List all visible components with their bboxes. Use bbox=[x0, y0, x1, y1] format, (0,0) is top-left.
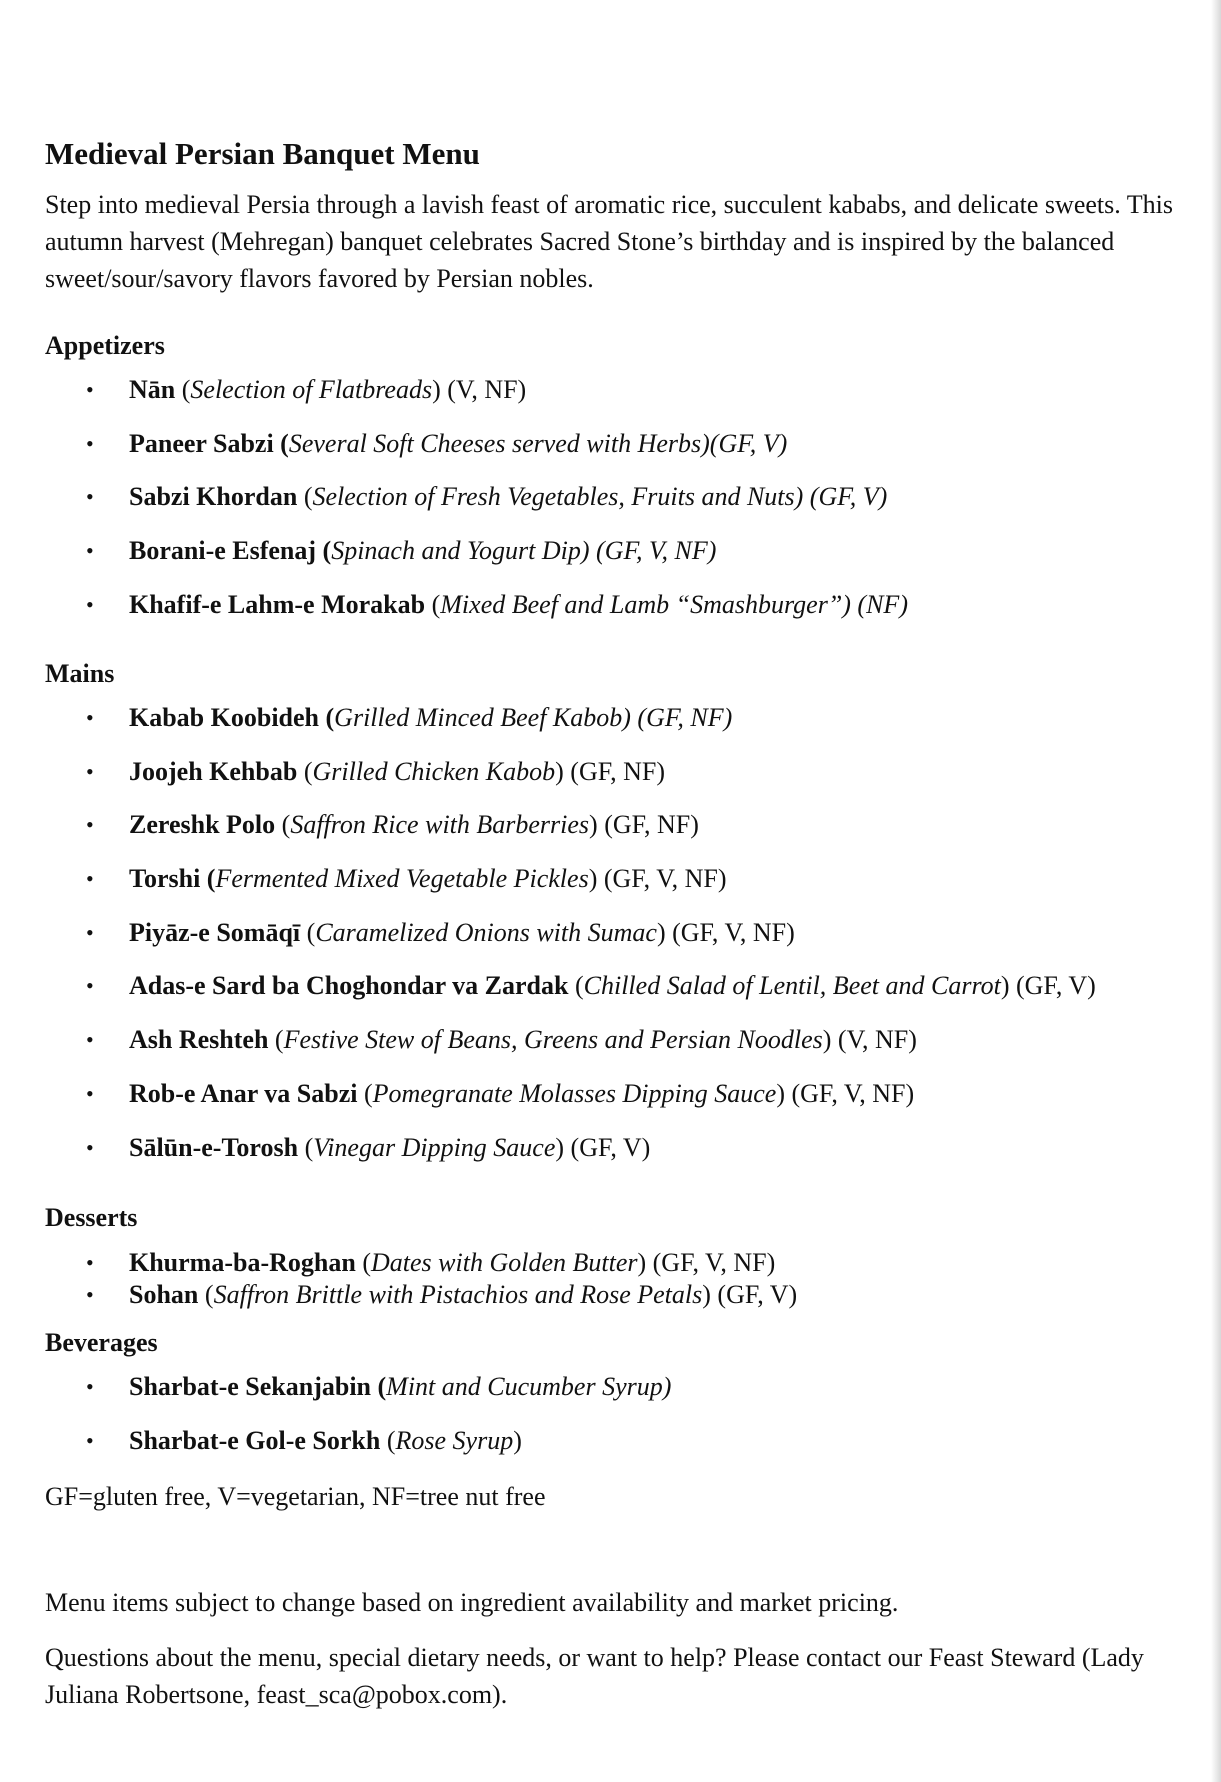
menu-item-name: Joojeh Kehbab bbox=[129, 756, 298, 786]
menu-item-dietary-tags: ) (GF, V, NF) bbox=[656, 917, 795, 947]
bullet-icon: • bbox=[86, 1250, 94, 1275]
menu-item-open-paren: ( bbox=[425, 589, 441, 619]
menu-item-dietary-tags: ) (V, NF) bbox=[822, 1025, 917, 1055]
menu-item-name: Piyāz-e Somāqī bbox=[129, 917, 301, 947]
menu-item-dietary-tags: ) (V, NF) bbox=[432, 375, 527, 404]
bullet-icon: • bbox=[86, 758, 94, 784]
menu-item-open-paren: ( bbox=[380, 1425, 396, 1455]
menu-item bbox=[45, 1279, 1215, 1311]
menu-item bbox=[45, 1425, 1215, 1457]
menu-item-name: Khafif-e Lahm-e Morakab bbox=[129, 589, 426, 619]
menu-item-description: Dates with Golden Butter bbox=[371, 1248, 638, 1277]
menu-item bbox=[45, 1078, 1215, 1110]
menu-item-open-paren: ( bbox=[568, 971, 584, 1001]
availability-disclaimer: Menu items subject to change based on ingredient availability and market pricing. bbox=[45, 1588, 899, 1617]
section-heading-mains: Mains bbox=[45, 659, 115, 688]
menu-item-description: Chilled Salad of Lentil, Beet and Carrot bbox=[583, 971, 1001, 1001]
menu-item-open-paren: ( bbox=[275, 810, 291, 840]
menu-item-description: Mixed Beef and Lamb “Smashburger”) (NF) bbox=[440, 589, 908, 619]
menu-item-description: Grilled Minced Beef Kabob) (GF, NF) bbox=[334, 703, 733, 732]
menu-item-dietary-tags: ) (GF, V) bbox=[555, 1132, 651, 1162]
bullet-icon: • bbox=[86, 1134, 94, 1160]
bullet-icon: • bbox=[86, 377, 94, 402]
menu-item bbox=[45, 1371, 1215, 1403]
menu-item-description: Grilled Chicken Kabob bbox=[312, 756, 556, 786]
bullet-icon: • bbox=[86, 1374, 94, 1399]
menu-item-description: Caramelized Onions with Sumac bbox=[315, 917, 657, 947]
menu-item-name: Khurma-ba-Roghan bbox=[129, 1248, 356, 1277]
bullet-icon: • bbox=[86, 484, 94, 510]
menu-item-name: Ash Reshteh bbox=[129, 1025, 269, 1055]
menu-item-description: Saffron Rice with Barberries bbox=[290, 810, 590, 840]
section-heading-beverages: Beverages bbox=[45, 1328, 158, 1357]
menu-item-name: Sabzi Khordan bbox=[129, 482, 298, 512]
menu-item bbox=[45, 756, 1215, 788]
menu-item-dietary-tags: ) (GF, V) bbox=[1000, 971, 1096, 1001]
menu-item bbox=[45, 809, 1215, 841]
menu-title: Medieval Persian Banquet Menu bbox=[45, 136, 480, 171]
menu-item-dietary-tags: ) (GF, V) bbox=[702, 1280, 798, 1309]
menu-item-dietary-tags: ) (GF, V, NF) bbox=[776, 1078, 915, 1108]
menu-item-open-paren: ( bbox=[298, 1132, 314, 1162]
menu-item bbox=[45, 374, 1215, 406]
mains-list bbox=[45, 702, 1215, 1185]
bullet-icon: • bbox=[86, 973, 94, 999]
menu-item-description: Vinegar Dipping Sauce bbox=[313, 1132, 556, 1162]
menu-item bbox=[45, 481, 1215, 513]
menu-item-name: Rob-e Anar va Sabzi bbox=[129, 1078, 358, 1108]
menu-item-name: Paneer Sabzi ( bbox=[129, 428, 289, 458]
menu-item-description: Festive Stew of Beans, Greens and Persian Noodles bbox=[283, 1025, 823, 1055]
menu-item-name: Nān bbox=[129, 375, 176, 404]
bullet-icon: • bbox=[86, 538, 94, 564]
menu-item-dietary-tags: ) (GF, NF) bbox=[555, 756, 665, 786]
menu-item-dietary-tags: ) (GF, NF) bbox=[589, 810, 699, 840]
bullet-icon: • bbox=[86, 430, 94, 456]
menu-item bbox=[45, 1247, 1215, 1279]
desserts-list bbox=[45, 1247, 1215, 1311]
section-heading-appetizers: Appetizers bbox=[45, 331, 165, 360]
menu-item-name: Sharbat-e Gol-e Sorkh bbox=[129, 1425, 381, 1455]
menu-item-name: Zereshk Polo bbox=[129, 810, 276, 840]
menu-item-dietary-tags: ) bbox=[513, 1425, 522, 1455]
bullet-icon: • bbox=[86, 1080, 94, 1106]
bullet-icon: • bbox=[86, 1427, 94, 1453]
menu-item bbox=[45, 1132, 1215, 1164]
menu-item bbox=[45, 428, 1215, 460]
menu-item-description: Selection of Fresh Vegetables, Fruits and Nuts) (GF, V) bbox=[312, 482, 888, 512]
menu-item bbox=[45, 970, 1215, 1002]
menu-item-open-paren: ( bbox=[268, 1025, 284, 1055]
menu-item-name: Borani-e Esfenaj ( bbox=[129, 536, 332, 566]
menu-item bbox=[45, 1024, 1215, 1056]
menu-item-description: Mint and Cucumber Syrup) bbox=[386, 1372, 672, 1401]
contact-note: Questions about the menu, special dietary needs, or want to help? Please contact our Feast Steward (Lady Juliana Robertsone, feast_sca@pobox.com). bbox=[45, 1643, 1144, 1709]
menu-item-name: Adas-e Sard ba Choghondar va Zardak bbox=[129, 971, 569, 1001]
menu-item-open-paren: ( bbox=[355, 1248, 371, 1277]
menu-item bbox=[45, 702, 1215, 734]
appetizers-list bbox=[45, 374, 1215, 642]
bullet-icon: • bbox=[86, 866, 94, 892]
beverages-list bbox=[45, 1371, 1215, 1478]
menu-item-name: Sālūn-e-Torosh bbox=[129, 1132, 299, 1162]
bullet-icon: • bbox=[86, 1027, 94, 1053]
bullet-icon: • bbox=[86, 812, 94, 838]
menu-item-description: Spinach and Yogurt Dip) (GF, V, NF) bbox=[331, 536, 717, 566]
menu-item-description: Fermented Mixed Vegetable Pickles bbox=[215, 864, 589, 894]
menu-item-name: Sharbat-e Sekanjabin ( bbox=[129, 1372, 387, 1401]
menu-item-name: Kabab Koobideh ( bbox=[129, 703, 335, 732]
menu-item bbox=[45, 863, 1215, 895]
menu-item-open-paren: ( bbox=[297, 756, 313, 786]
bullet-icon: • bbox=[86, 1282, 94, 1307]
menu-item-open-paren: ( bbox=[175, 375, 191, 404]
menu-item-description: Rose Syrup bbox=[395, 1425, 514, 1455]
menu-item-dietary-tags: ) (GF, V, NF) bbox=[588, 864, 727, 894]
menu-item-description: Selection of Flatbreads bbox=[190, 375, 433, 404]
section-heading-desserts: Desserts bbox=[45, 1203, 138, 1232]
bullet-icon: • bbox=[86, 705, 94, 730]
menu-item bbox=[45, 535, 1215, 567]
menu-item-name: Sohan bbox=[129, 1280, 199, 1309]
menu-item-open-paren: ( bbox=[198, 1280, 214, 1309]
menu-intro: Step into medieval Persia through a lavish feast of aromatic rice, succulent kababs, and delicate sweets. This autumn harvest (Mehregan) banquet celebrates Sacred Stone’s birthday and is inspired by the balanced sweet/sour/savory flavors favored by Persian nobles. bbox=[45, 190, 1174, 293]
menu-item bbox=[45, 589, 1215, 621]
menu-item-open-paren: ( bbox=[297, 482, 313, 512]
dietary-legend: GF=gluten free, V=vegetarian, NF=tree nut free bbox=[45, 1482, 546, 1511]
bullet-icon: • bbox=[86, 919, 94, 945]
menu-item-dietary-tags: ) (GF, V, NF) bbox=[637, 1248, 776, 1277]
menu-item-open-paren: ( bbox=[357, 1078, 373, 1108]
menu-item bbox=[45, 917, 1215, 949]
menu-item-description: Pomegranate Molasses Dipping Sauce bbox=[372, 1078, 777, 1108]
menu-item-description: Several Soft Cheeses served with Herbs)(GF, V) bbox=[288, 428, 788, 458]
menu-item-description: Saffron Brittle with Pistachios and Rose Petals bbox=[213, 1280, 703, 1309]
bullet-icon: • bbox=[86, 591, 94, 617]
menu-item-name: Torshi ( bbox=[129, 864, 216, 894]
menu-item-open-paren: ( bbox=[300, 917, 316, 947]
